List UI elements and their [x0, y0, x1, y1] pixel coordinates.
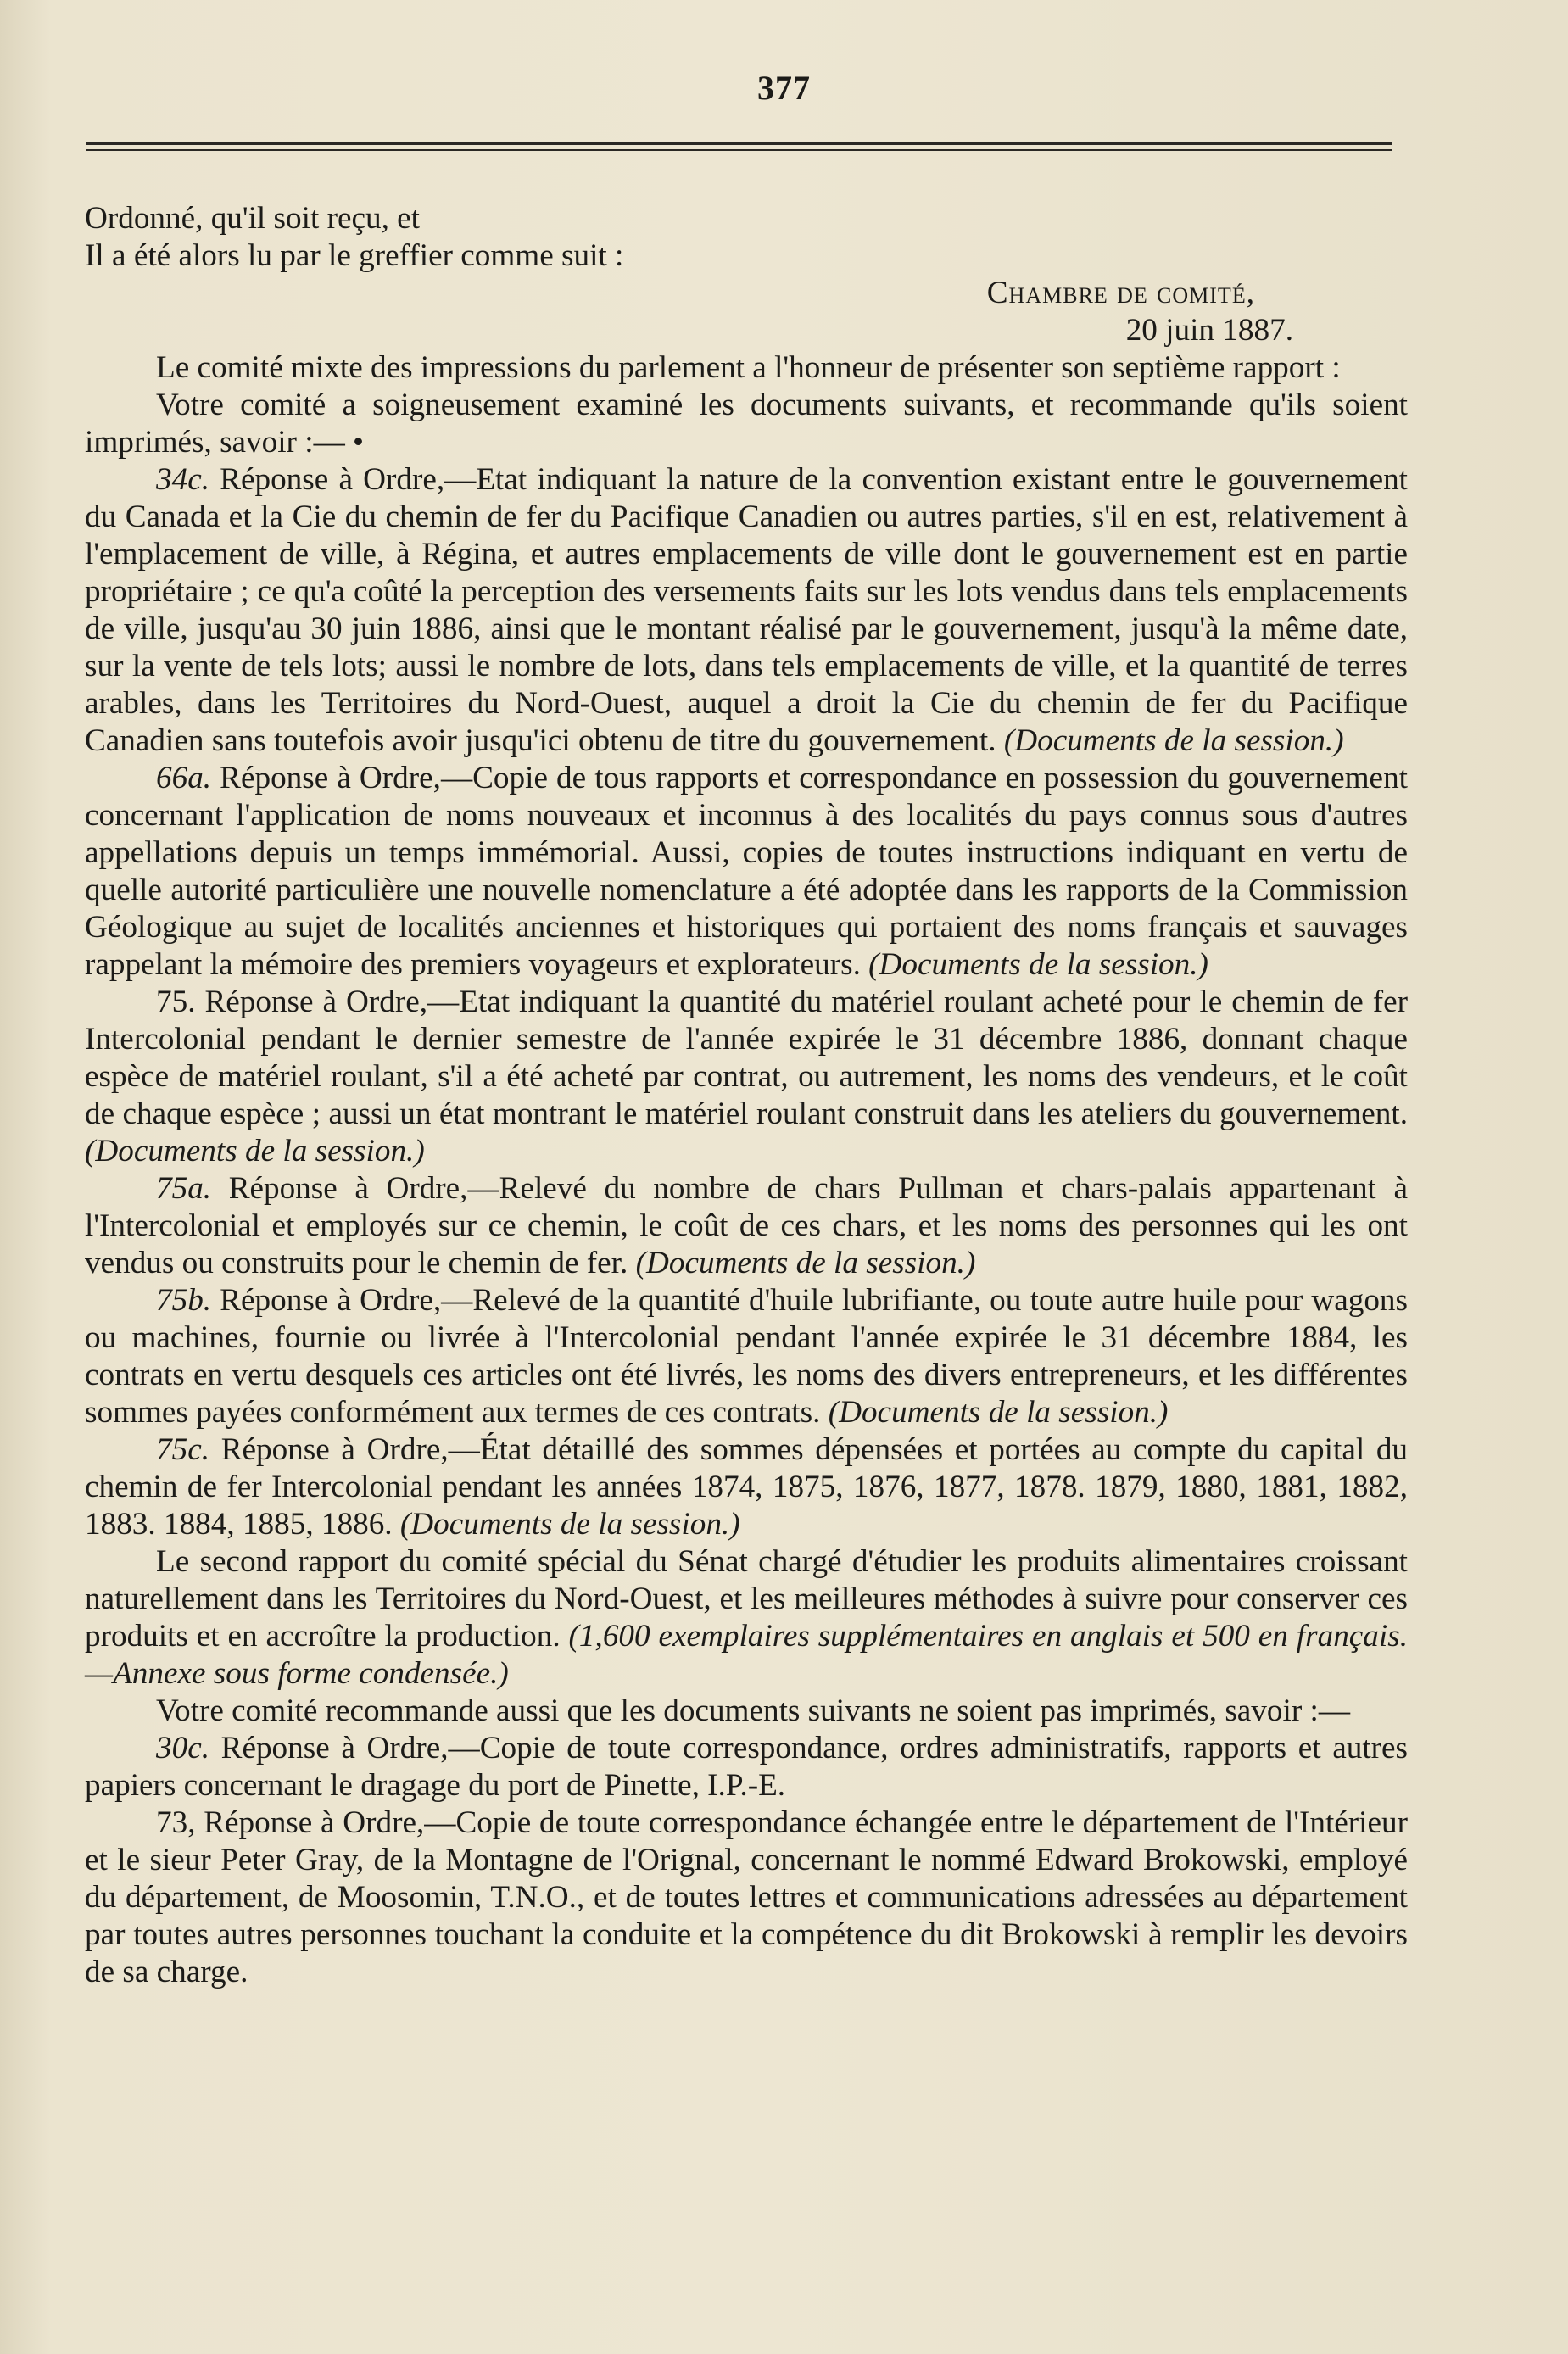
heading-chambre: Chambre de comité, [986, 276, 1255, 310]
item-text: Réponse à Ordre,—Etat indiquant la quantité du matériel roulant acheté pour le chemin de fer Intercolonial pendant le dernier semestre de l'année expirée le 31 décembre 1886, donnant chaque espèce de matériel roulant, s'il a été acheté par contrat, ou autrement, les noms des vendeurs, et le coût de chaque espèce ; aussi un état montrant le matériel roulant construit dans les ateliers du gouvernement. [85, 985, 1409, 1131]
item-reference: (Documents de la session.) [85, 1134, 425, 1169]
item-number: 34c. [156, 462, 209, 497]
item-text: Réponse à Ordre,—Copie de toute correspondance échangée entre le département de l'Intérieur et le sieur Peter Gray, de la Montagne de l'Orignal, concernant le nommé Edward Brokowski, employé du département, de Moosomin, T.N.O., et de toutes lettres et communications adressées au département par toutes autres personnes touchant la conduite et la compétence du dit Brokowski à remplir les devoirs de sa charge. [85, 1805, 1408, 1989]
item-number: 66a. [156, 761, 212, 795]
item-text: Réponse à Ordre,—Copie de tous rapports et correspondance en possession du gouvernement concernant l'application de noms nouveaux et inconnus à des localités du pays connus sous d'autres appellations depuis un temps immémorial. Aussi, copies de toutes instructions indiquant en vertu de quelle autorité particulière une nouvelle nomenclature a été adoptée dans les rapports de la Commission Géologique au sujet de localités anciennes et historiques qui portaient des noms français et sauvages rappelant la mémoire des premiers voyageurs et explorateurs. [85, 761, 1408, 982]
header-rule [86, 142, 1392, 155]
heading-date: 20 juin 1887. [1125, 313, 1293, 348]
not-printed-item [85, 1805, 1408, 1991]
item-text: Réponse à Ordre,—État détaillé des sommes dépensées et portées au compte du capital du chemin de fer Intercolonial pendant les années 1874, 1875, 1876, 1877, 1878. 1879, 1880, 1881, 1882, 1883. 1884, 1885, 1886. [85, 1432, 1409, 1542]
opening-line: Il a été alors lu par le greffier comme suit : [85, 238, 624, 273]
rule-line [86, 149, 1392, 151]
senate-report-text: Le second rapport du comité spécial du Sénat chargé d'étudier les produits alimentaires croissant naturellement dans les Territoires du Nord-Ouest, et les meilleures méthodes à suivre pour conserver ces produits et en accroître la production. [85, 1544, 1408, 1654]
document-item [85, 760, 1408, 984]
item-reference: (Documents de la session.) [635, 1246, 976, 1280]
rule-line [86, 142, 1392, 145]
item-reference: (Documents de la session.) [828, 1395, 1169, 1430]
item-number: 75b. [156, 1283, 212, 1318]
item-number: 30c. [156, 1731, 209, 1766]
senate-report-note: (1,600 exemplaires supplémentaires en anglais et 500 en français.—Annexe sous forme condensée.) [85, 1619, 1408, 1691]
not-printed-intro: Votre comité recommande aussi que les documents suivants ne soient pas imprimés, savoir :— [156, 1693, 1351, 1728]
document-body [85, 200, 1408, 1991]
intro-paragraph: Le comité mixte des impressions du parlement a l'honneur de présenter son septième rapport : [156, 350, 1341, 385]
item-text: Réponse à Ordre,—Etat indiquant la nature de la convention existant entre le gouvernement du Canada et la Cie du chemin de fer du Pacifique Canadien ou autres parties, s'il en est, relativement à l'emplacement de ville, à Régina, et autres emplacements de ville dont le gouvernement est en partie propriétaire ; ce qu'a coûté la perception des versements faits sur les lots vendus dans tels emplacements de ville, jusqu'au 30 juin 1886, ainsi que le montant réalisé par le gouvernement, jusqu'à la même date, sur la vente de tels lots; aussi le nombre de lots, dans tels emplacements de ville, et la quantité de terres arables, dans les Territoires du Nord-Ouest, auquel a droit la Cie du chemin de fer du Pacifique Canadien sans toutefois avoir jusqu'ici obtenu de titre du gouvernement. [85, 462, 1409, 758]
item-number: 75c. [156, 1432, 209, 1467]
document-item [85, 461, 1408, 760]
document-item [85, 1282, 1408, 1431]
opening-line: Ordonné, qu'il soit reçu, et [85, 201, 421, 236]
item-text: Réponse à Ordre,—Relevé de la quantité d'huile lubrifiante, ou toute autre huile pour wagons ou machines, fournie ou livrée à l'Intercolonial pendant l'année expirée le 31 décembre 1884, les contrats en vertu desquels ces articles ont été livrés, les noms des divers entrepreneurs, et les différentes sommes payées conformément aux termes de ces contrats. [85, 1283, 1408, 1430]
item-reference: (Documents de la session.) [1003, 723, 1344, 758]
document-item [85, 1170, 1408, 1282]
item-reference: (Documents de la session.) [868, 947, 1208, 982]
item-text: Réponse à Ordre,—Relevé du nombre de chars Pullman et chars-palais appartenant à l'Intercolonial et employés sur ce chemin, le coût de ces chars, et les noms des personnes qui les ont vendus ou construits pour le chemin de fer. [85, 1171, 1408, 1280]
item-number: 75a. [156, 1171, 212, 1206]
senate-report-paragraph [85, 1543, 1408, 1693]
item-text: Réponse à Ordre,—Copie de toute correspondance, ordres administratifs, rapports et autres papiers concernant le dragage du port de Pinette, I.P.-E. [85, 1731, 1409, 1803]
page-number: 377 [757, 69, 811, 107]
intro-paragraph: Votre comité a soigneusement examiné les documents suivants, et recommande qu'ils soient imprimés, savoir :— • [85, 388, 1408, 460]
item-number: 75. [156, 985, 196, 1019]
item-reference: (Documents de la session.) [399, 1507, 740, 1542]
item-number: 73, [156, 1805, 196, 1840]
not-printed-item [85, 1730, 1408, 1805]
document-item [85, 984, 1408, 1170]
document-item [85, 1431, 1408, 1543]
